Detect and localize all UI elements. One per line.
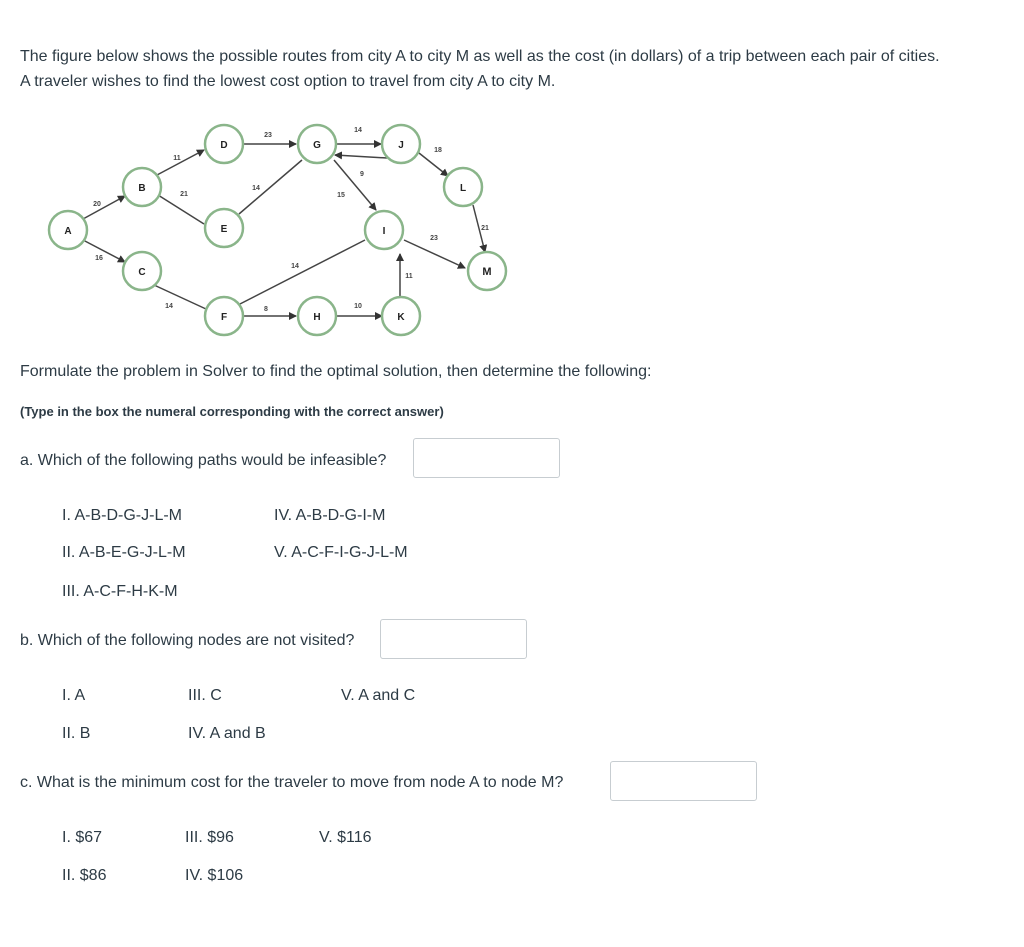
- qa-option-3: III. A-C-F-H-K-M: [62, 583, 178, 600]
- svg-text:14: 14: [165, 303, 173, 310]
- question-c: c. What is the minimum cost for the traveler to move from node A to node M?: [20, 774, 564, 791]
- svg-text:9: 9: [360, 171, 364, 178]
- edge-e-g: [239, 160, 302, 214]
- svg-text:21: 21: [180, 191, 188, 198]
- svg-text:11: 11: [173, 155, 181, 162]
- qa-option-5: V. A-C-F-I-G-J-L-M: [274, 544, 408, 561]
- route-network-diagram: [0, 0, 1024, 360]
- svg-text:14: 14: [354, 127, 362, 134]
- qb-option-1: I. A: [62, 687, 86, 704]
- edge-j-l: [419, 153, 448, 176]
- edge-b-e: [158, 195, 204, 224]
- edge-j-i: [335, 155, 387, 158]
- edge-c-f: [154, 285, 206, 309]
- qb-option-2: II. B: [62, 725, 91, 742]
- svg-text:J: J: [398, 140, 404, 151]
- qb-option-5: V. A and C: [341, 687, 416, 704]
- svg-text:G: G: [313, 140, 321, 151]
- qc-option-4: IV. $106: [185, 867, 244, 884]
- svg-text:M: M: [482, 266, 492, 278]
- intro-line-1: The figure below shows the possible routes from city A to city M as well as the cost (in dollars) of a trip between each pair of cities.: [20, 48, 940, 65]
- svg-text:14: 14: [252, 185, 260, 192]
- svg-text:L: L: [459, 183, 467, 194]
- svg-text:10: 10: [354, 303, 362, 310]
- edge-i-g: [334, 160, 376, 210]
- qc-option-3: III. $96: [185, 829, 234, 846]
- qc-option-2: II. $86: [62, 867, 107, 884]
- svg-text:11: 11: [405, 273, 413, 280]
- svg-text:F: F: [220, 312, 228, 323]
- svg-text:A: A: [64, 226, 72, 237]
- svg-text:21: 21: [481, 225, 489, 232]
- question-a: a. Which of the following paths would be infeasible?: [20, 452, 387, 469]
- svg-text:23: 23: [430, 235, 438, 242]
- svg-text:I: I: [382, 226, 386, 237]
- answer-b-input[interactable]: [380, 619, 527, 659]
- qb-option-4: IV. A and B: [188, 725, 266, 742]
- qa-option-1: I. A-B-D-G-J-L-M: [62, 507, 182, 524]
- edge-f-i: [238, 240, 365, 305]
- instruction-text: (Type in the box the numeral corresponding with the correct answer): [20, 404, 444, 419]
- svg-text:H: H: [313, 312, 321, 323]
- formulate-text: Formulate the problem in Solver to find the optimal solution, then determine the following:: [20, 363, 652, 380]
- qa-option-4: IV. A-B-D-G-I-M: [274, 507, 386, 524]
- svg-text:15: 15: [337, 192, 345, 199]
- edge-i-m: [404, 240, 465, 268]
- qc-option-5: V. $116: [319, 829, 372, 846]
- svg-text:8: 8: [264, 306, 268, 313]
- svg-text:K: K: [397, 312, 405, 323]
- answer-c-input[interactable]: [610, 761, 757, 801]
- question-b: b. Which of the following nodes are not visited?: [20, 632, 355, 649]
- svg-text:20: 20: [93, 201, 101, 208]
- qc-option-1: I. $67: [62, 829, 103, 846]
- edge-a-b: [83, 196, 125, 219]
- edge-b-d: [157, 150, 204, 175]
- svg-text:18: 18: [434, 147, 442, 154]
- svg-text:16: 16: [95, 255, 103, 262]
- answer-a-input[interactable]: [413, 438, 560, 478]
- svg-text:D: D: [220, 140, 228, 151]
- svg-text:B: B: [138, 183, 146, 194]
- intro-line-2: A traveler wishes to find the lowest cost option to travel from city A to city M.: [20, 73, 556, 90]
- svg-text:C: C: [138, 267, 146, 278]
- qa-option-2: II. A-B-E-G-J-L-M: [62, 544, 186, 561]
- svg-text:23: 23: [264, 132, 272, 139]
- svg-text:14: 14: [291, 263, 299, 270]
- qb-option-3: III. C: [188, 687, 222, 704]
- edge-a-c: [83, 240, 125, 262]
- svg-text:E: E: [220, 224, 228, 235]
